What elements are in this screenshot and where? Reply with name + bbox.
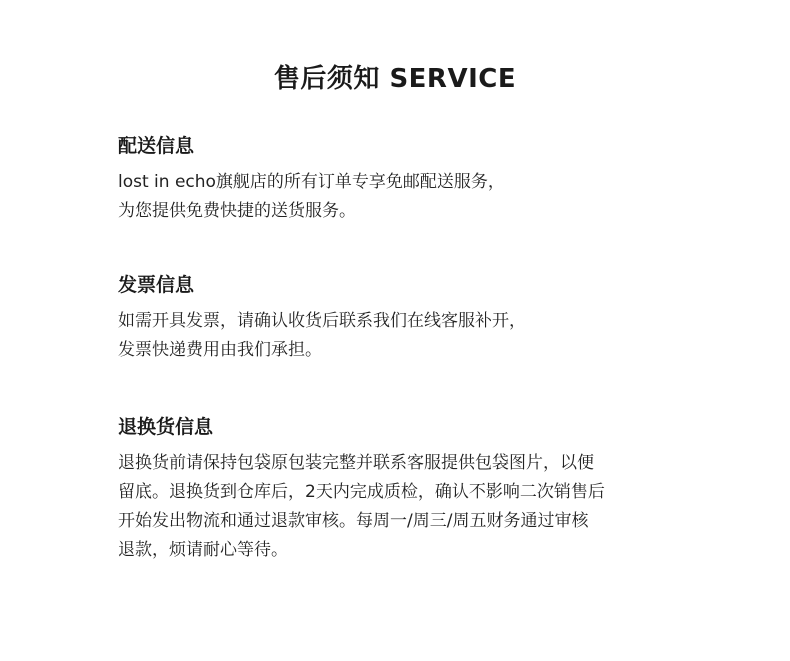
shipping-info-section bbox=[118, 133, 718, 226]
return-exchange-info-section bbox=[118, 414, 718, 565]
invoice-info-section bbox=[118, 272, 718, 365]
page-title: 售后须知 SERVICE bbox=[273, 64, 517, 94]
return-exchange-info-heading: 退换货信息 bbox=[118, 416, 214, 438]
return-exchange-info-line: 退款，烦请耐心等待。 bbox=[118, 540, 288, 560]
invoice-info-line: 如需开具发票，请确认收货后联系我们在线客服补开， bbox=[118, 311, 526, 331]
invoice-info-line: 发票快递费用由我们承担。 bbox=[118, 340, 322, 360]
return-exchange-info-line: 开始发出物流和通过退款审核。每周一/周三/周五财务通过审核 bbox=[118, 511, 589, 531]
return-exchange-info-line: 退换货前请保持包袋原包装完整并联系客服提供包袋图片，以便 bbox=[118, 453, 594, 473]
return-exchange-info-line: 留底。退换货到仓库后，2天内完成质检，确认不影响二次销售后 bbox=[118, 482, 605, 502]
shipping-info-line: lost in echo旗舰店的所有订单专享免邮配送服务， bbox=[118, 172, 505, 192]
invoice-info-heading: 发票信息 bbox=[118, 274, 195, 296]
shipping-info-heading: 配送信息 bbox=[118, 135, 195, 157]
shipping-info-line: 为您提供免费快捷的送货服务。 bbox=[118, 201, 356, 221]
